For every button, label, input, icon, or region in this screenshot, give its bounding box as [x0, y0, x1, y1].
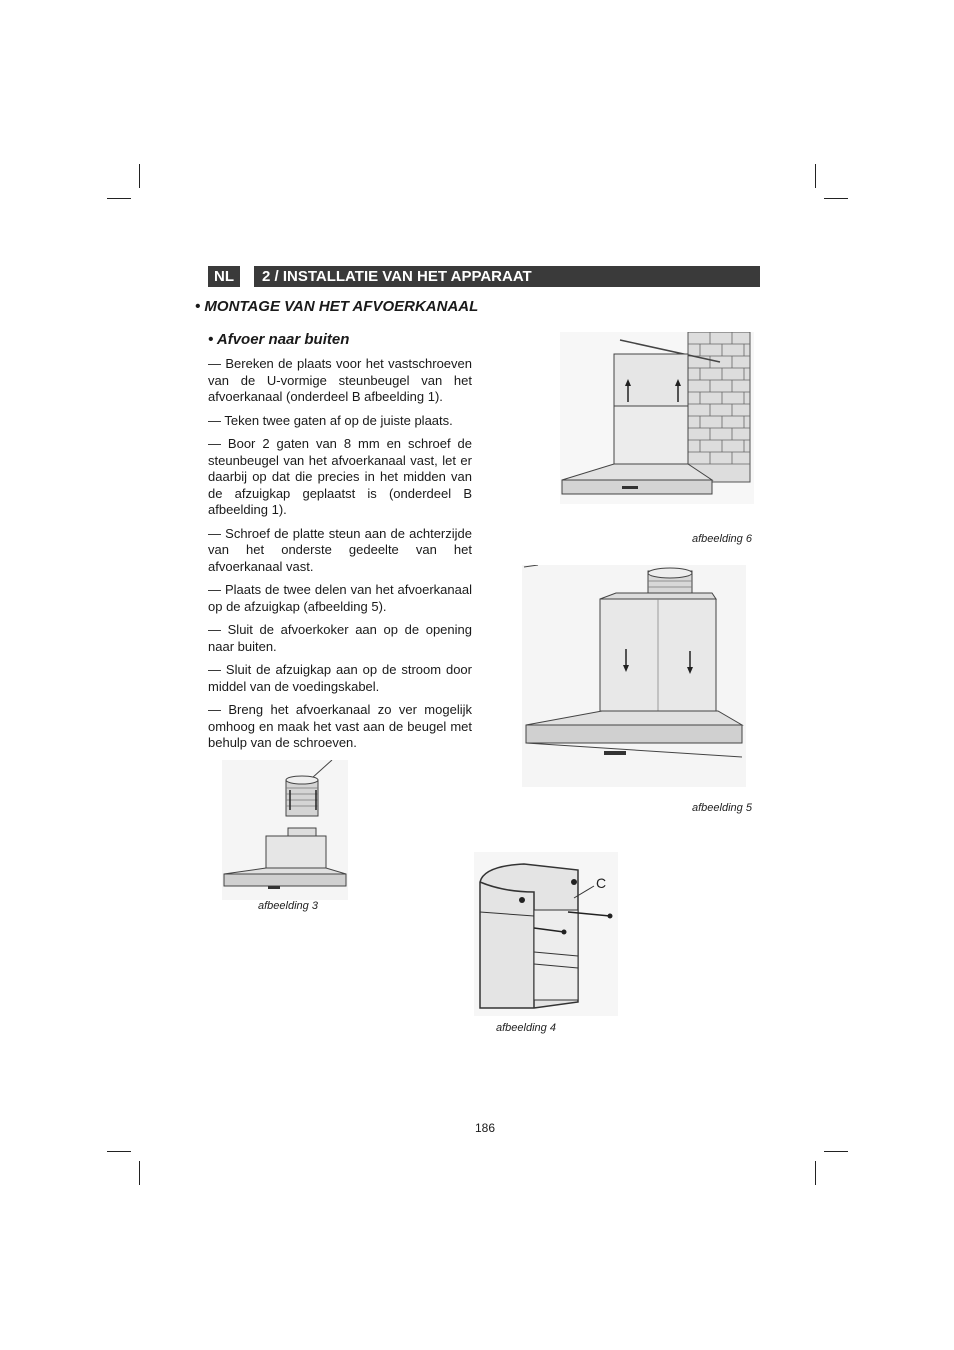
figure-3-illustration: [222, 760, 348, 900]
figure-6-caption: afbeelding 6: [692, 533, 752, 545]
chapter-title: 2 / INSTALLATIE VAN HET APPARAAT: [254, 266, 760, 287]
crop-mark: [824, 1151, 848, 1152]
instruction-list: [208, 356, 472, 759]
section-title: • MONTAGE VAN HET AFVOERKANAAL: [195, 298, 479, 315]
instruction-step: — Sluit de afvoerkoker aan op de opening naar buiten.: [208, 622, 472, 654]
figure-4-illustration: [474, 852, 618, 1016]
figure-4-label: C: [596, 875, 607, 891]
crop-mark: [107, 198, 131, 199]
figure-5-illustration: [522, 565, 746, 787]
figure-3-caption: afbeelding 3: [258, 900, 318, 912]
figure-4-caption: afbeelding 4: [496, 1022, 556, 1034]
language-badge: NL: [208, 266, 240, 287]
page-number: 186: [474, 1121, 496, 1135]
instruction-step: — Breng het afvoerkanaal zo ver mogelijk omhoog en maak het vast aan de beugel met behulp van de schroeven.: [208, 702, 472, 750]
figure-6-illustration: [560, 332, 754, 504]
instruction-step: — Boor 2 gaten van 8 mm en schroef de steunbeugel van het afvoerkanaal vast, let er daarbij op dat die precies in het midden van de afzuigkap geplaatst is (onderdeel B afbeelding 1).: [208, 436, 472, 517]
crop-mark: [815, 1161, 816, 1185]
crop-mark: [815, 164, 816, 188]
crop-mark: [824, 198, 848, 199]
crop-mark: [107, 1151, 131, 1152]
figure-5-caption: afbeelding 5: [692, 802, 752, 814]
instruction-step: — Plaats de twee delen van het afvoerkanaal op de afzuigkap (afbeelding 5).: [208, 582, 472, 614]
crop-mark: [139, 164, 140, 188]
instruction-step: — Teken twee gaten af op de juiste plaats.: [208, 412, 453, 428]
crop-mark: [139, 1161, 140, 1185]
instruction-step: — Bereken de plaats voor het vastschroeven van de U-vormige steunbeugel van het afvoerkanaal (onderdeel B afbeelding 1).: [208, 356, 472, 404]
instruction-step: — Sluit de afzuigkap aan op de stroom door middel van de voedingskabel.: [208, 662, 472, 694]
instruction-step: — Schroef de platte steun aan de achterzijde van het onderste gedeelte van het afvoerkanaal vast.: [208, 525, 472, 574]
subsection-title: • Afvoer naar buiten: [208, 331, 350, 348]
